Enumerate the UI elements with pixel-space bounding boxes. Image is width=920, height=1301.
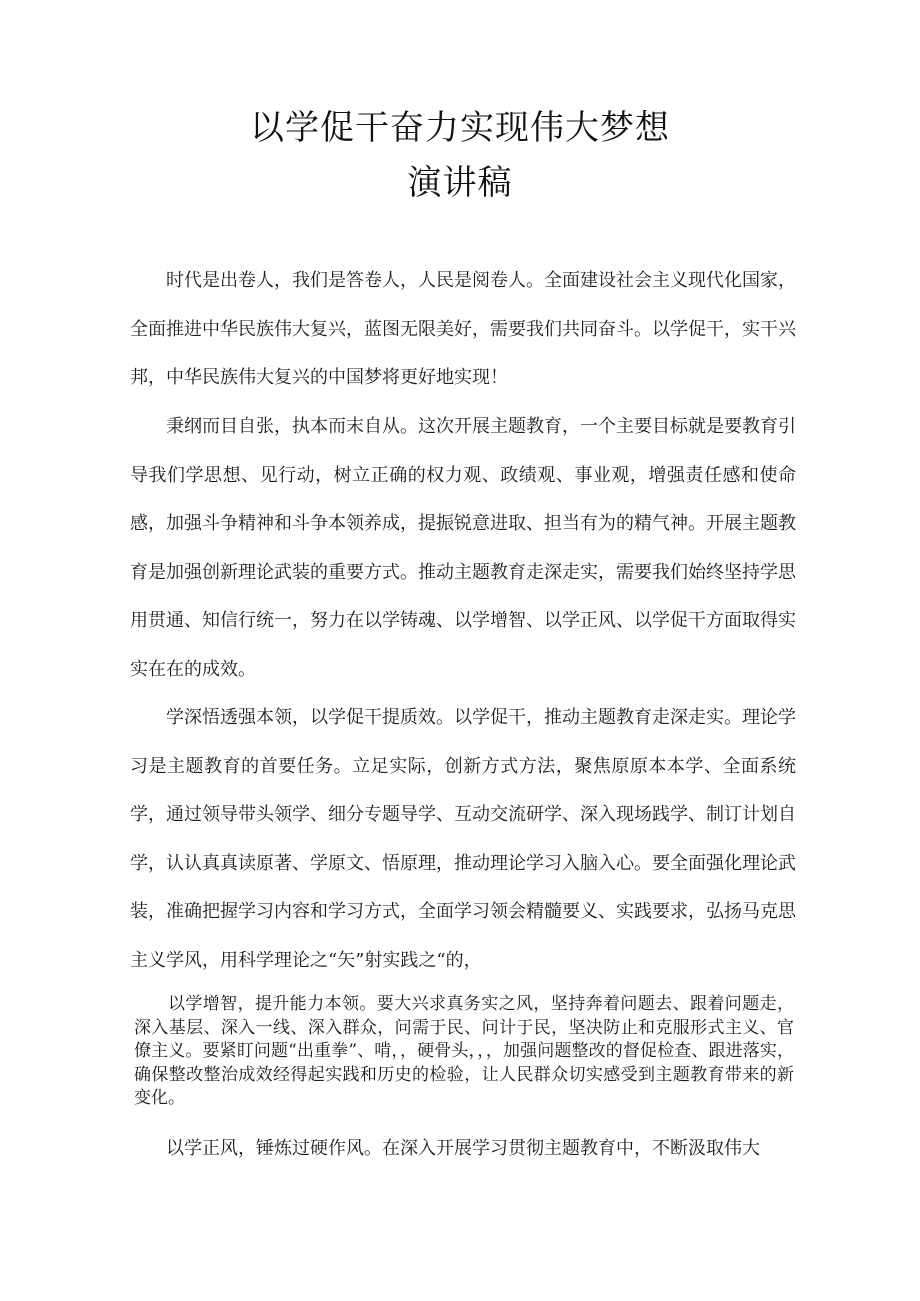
paragraph-1: 时代是出卷人，我们是答卷人，人民是阅卷人。全面建设社会主义现代化国家，全面推进中华民族伟大复兴，蓝图无限美好，需要我们共同奋斗。以学促干，实干兴邦，中华民族伟大复兴的中国梦将更好地实现！ [130, 270, 796, 388]
paragraph-3: 学深悟透强本领，以学促干提质效。以学促干，推动主题教育走深走实。理论学习是主题教育的首要任务。立足实际，创新方式方法，聚焦原原本本学、全面系统学，通过领导带头领学、细分专题导学、互动交流研学、深入现场践学、制订计划自学，认认真真读原著、学原文、悟原理，推动理论学习入脑入心。要全面强化理论武装，准确把握学习内容和学习方式，全面学习领会精髓要义、实践要求，弘扬马克思主义学风，用科学理论之“矢”射实践之“的， [130, 707, 796, 971]
document-subtitle: 演讲稿 [407, 163, 513, 203]
paragraph-2: 秉纲而目自张，执本而末自从。这次开展主题教育，一个主要目标就是要教育引导我们学思想、见行动，树立正确的权力观、政绩观、事业观，增强责任感和使命感，加强斗争精神和斗争本领养成，提振锐意进取、担当有为的精气神。开展主题教育是加强创新理论武装的重要方式。推动主题教育走深走实，需要我们始终坚持学思用贯通、知信行统一，努力在以学铸魂、以学增智、以学正风、以学促干方面取得实实在在的成效。 [130, 416, 796, 680]
paragraph-4: 以学增智，提升能力本领。要大兴求真务实之风，坚持奔着问题去、跟着问题走，深入基层、深入一线、深入群众，问需于民、问计于民，坚决防止和克服形式主义、官僚主义。要紧盯问题“出重拳”、啃，，硬骨头，，，加强问题整改的督促检查、跟进落实，确保整改整治成效经得起实践和历史的检验，让人民群众切实感受到主题教育带来的新变化。 [134, 994, 794, 1109]
document-title: 以学促干奋力实现伟大梦想 [250, 108, 670, 148]
paragraph-5: 以学正风，锤炼过硬作风。在深入开展学习贯彻主题教育中，不断汲取伟大 [166, 1138, 760, 1159]
